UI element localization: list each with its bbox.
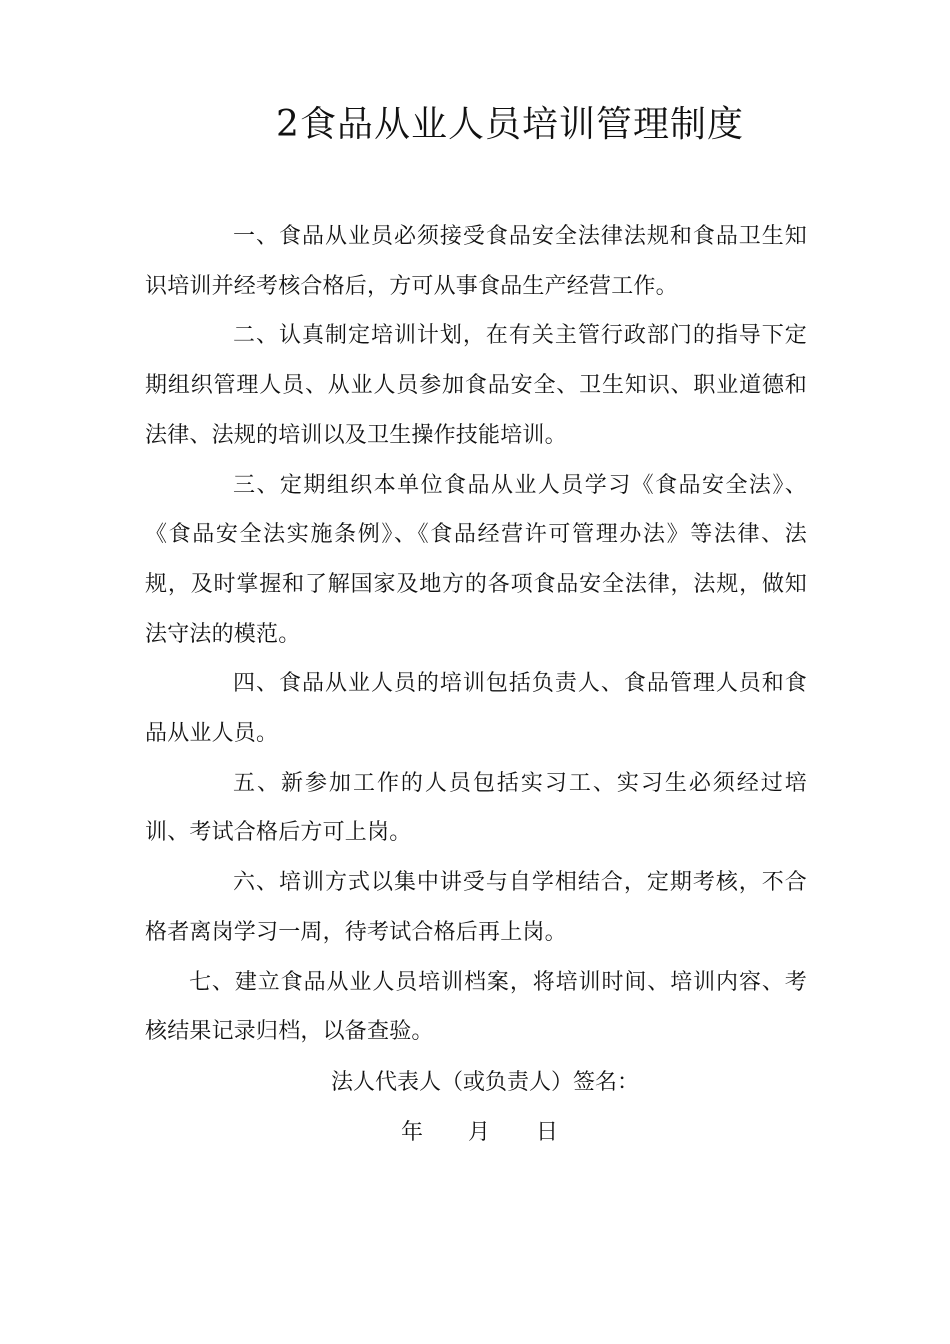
document-title: 2食品从业人员培训管理制度 bbox=[276, 104, 744, 145]
paragraph-3: 三、定期组织本单位食品从业人员学习《食品安全法》、《食品安全法实施条例》、《食品经营许可管理办法》等法律、法规，及时掌握和了解国家及地方的各项食品安全法律，法规，做知法守法的模范。 bbox=[145, 472, 807, 647]
paragraph-5: 五、新参加工作的人员包括实习工、实习生必须经过培训、考试合格后方可上岗。 bbox=[145, 770, 807, 846]
paragraph-1: 一、食品从业员必须接受食品安全法律法规和食品卫生知识培训并经考核合格后，方可从事食品生产经营工作。 bbox=[145, 224, 807, 299]
date-month-label: 月 bbox=[468, 1120, 491, 1145]
date-year-label: 年 bbox=[401, 1120, 424, 1145]
paragraph-4: 四、食品从业人员的培训包括负责人、食品管理人员和食品从业人员。 bbox=[145, 671, 807, 747]
paragraph-6: 六、培训方式以集中讲受与自学相结合，定期考核，不合格者离岗学习一周，待考试合格后再上岗。 bbox=[145, 870, 807, 945]
paragraph-7: 七、建立食品从业人员培训档案，将培训时间、培训内容、考核结果记录归档，以备查验。 bbox=[145, 969, 807, 1045]
signature-date bbox=[0, 1116, 950, 1150]
signature-label: 法人代表人（或负责人）签名： bbox=[330, 1070, 639, 1095]
date-day-label: 日 bbox=[536, 1120, 559, 1145]
paragraph-2: 二、认真制定培训计划，在有关主管行政部门的指导下定期组织管理人员、从业人员参加食品安全、卫生知识、职业道德和法律、法规的培训以及卫生操作技能培训。 bbox=[145, 323, 807, 448]
document-body bbox=[145, 212, 807, 1057]
